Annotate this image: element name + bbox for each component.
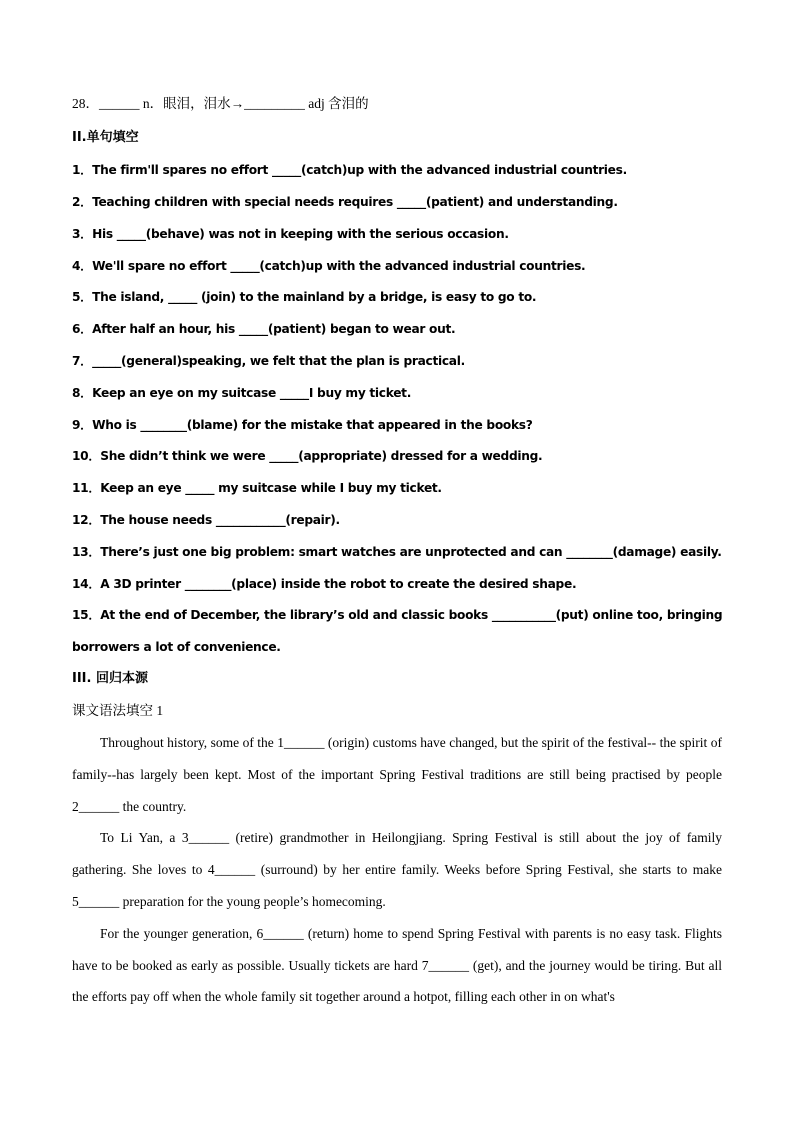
question-1: 1．The firm'll spares no effort _____(catch)up with the advanced industrial countries. xyxy=(72,163,627,177)
question-5: 5．The island, _____ (join) to the mainland by a bridge, is easy to go to. xyxy=(72,290,537,304)
passage xyxy=(72,727,722,1013)
question-11: 11．Keep an eye _____ my suitcase while I buy my ticket. xyxy=(72,481,442,495)
passage-paragraph-3: For the younger generation, 6______ (return) home to spend Spring Festival with parents is no easy task. Flights have to be booked as early as possible. Usually tickets are hard 7______ (get), and the journey would be tiring. But all the efforts pay off when the whole family sit together around a hotpot, filling each other in on what's xyxy=(72,925,722,1005)
question-15-line-2: borrowers a lot of convenience. xyxy=(72,640,281,654)
section-3-subtitle: 课文语法填空 1 xyxy=(72,703,164,718)
question-8: 8．Keep an eye on my suitcase _____I buy my ticket. xyxy=(72,386,412,400)
question-6: 6．After half an hour, his _____(patient) began to wear out. xyxy=(72,322,456,336)
passage-paragraph-1: Throughout history, some of the 1______ (origin) customs have changed, but the spirit of the festival-- the spirit of family--has largely been kept. Most of the important Spring Festival traditions are still being practised by people 2______ the country. xyxy=(72,735,722,814)
vocab-item-28: 28．______ n．眼泪，泪水→_________ adj 含泪的 xyxy=(72,96,369,111)
question-10: 10．She didn’t think we were _____(appropriate) dressed for a wedding. xyxy=(72,449,543,463)
section-2-title: II.单句填空 xyxy=(72,130,139,145)
question-4: 4．We'll spare no effort _____(catch)up with the advanced industrial countries. xyxy=(72,259,586,273)
section-3-title: III. 回归本源 xyxy=(72,671,148,686)
passage-paragraph-2: To Li Yan, a 3______ (retire) grandmother in Heilongjiang. Spring Festival is still about the joy of family gathering. She loves to 4______ (surround) by her entire family. Weeks before Spring Festival, she starts to make 5______ preparation for the young people’s homecoming. xyxy=(72,830,722,909)
question-12: 12．The house needs ____________(repair). xyxy=(72,513,340,527)
question-2: 2．Teaching children with special needs requires _____(patient) and understanding. xyxy=(72,195,618,209)
question-13: 13．There’s just one big problem: smart watches are unprotected and can ________(damage) easily. xyxy=(72,545,722,559)
question-14: 14．A 3D printer ________(place) inside the robot to create the desired shape. xyxy=(72,577,577,591)
question-15-line-1: 15．At the end of December, the library’s old and classic books ___________(put) online too, bringing xyxy=(72,608,723,622)
question-9: 9．Who is ________(blame) for the mistake that appeared in the books? xyxy=(72,418,533,432)
question-7: 7．_____(general)speaking, we felt that the plan is practical. xyxy=(72,354,465,368)
question-3: 3．His _____(behave) was not in keeping with the serious occasion. xyxy=(72,227,509,241)
